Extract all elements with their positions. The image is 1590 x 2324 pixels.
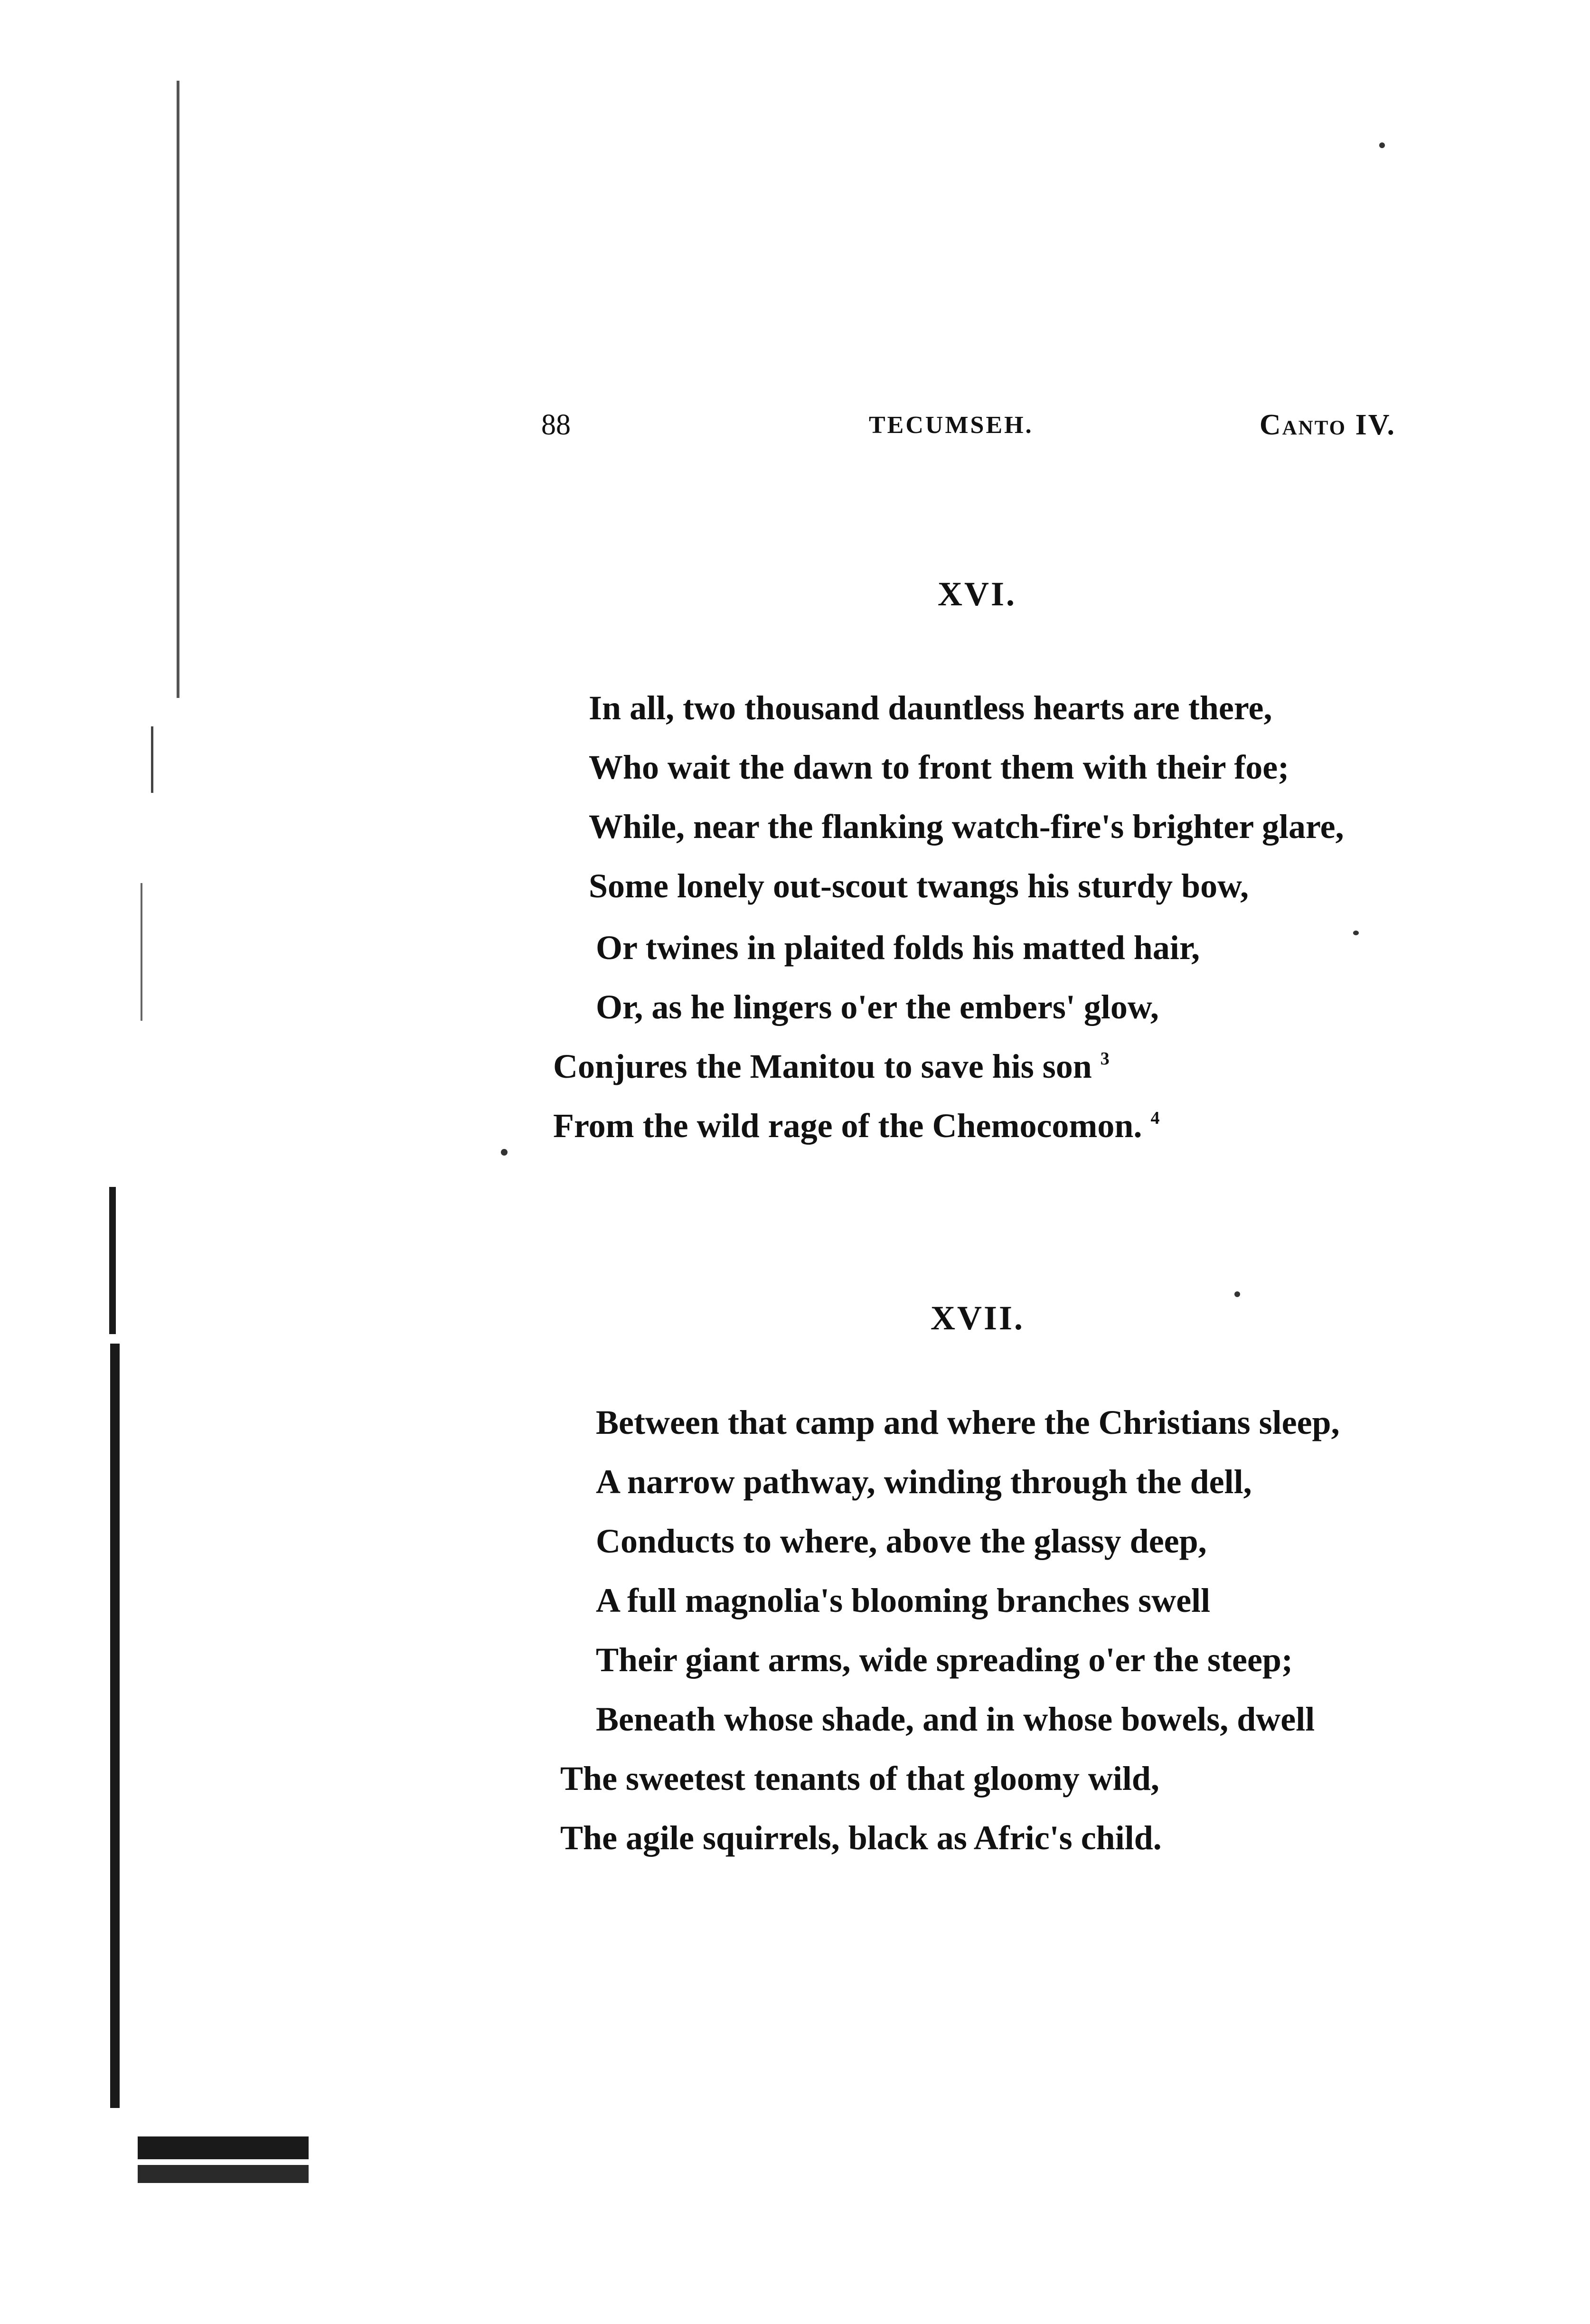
footnote-marker: 3 <box>1100 1049 1110 1069</box>
verse-line: Beneath whose shade, and in whose bowels, dwell <box>596 1700 1315 1738</box>
binding-shadow <box>109 1187 116 1334</box>
scan-speck <box>501 1149 508 1156</box>
verse-line: In all, two thousand dauntless hearts are there, <box>589 689 1272 727</box>
verse-line: A narrow pathway, winding through the dell, <box>596 1463 1252 1501</box>
binding-shadow <box>141 883 142 1021</box>
verse-line: A full magnolia's blooming branches swell <box>596 1581 1211 1619</box>
verse-line: While, near the flanking watch-fire's brighter glare, <box>589 808 1344 846</box>
binding-shadow <box>177 81 179 698</box>
running-title: TECUMSEH. <box>869 412 1034 439</box>
verse-line: Between that camp and where the Christians sleep, <box>596 1403 1340 1441</box>
footnote-marker: 4 <box>1150 1108 1160 1128</box>
canto-label: Canto IV. <box>1259 409 1396 441</box>
page-number: 88 <box>541 409 571 441</box>
verse-line: The agile squirrels, black as Afric's child. <box>560 1819 1162 1857</box>
verse-text: From the wild rage of the Chemocomon. <box>553 1107 1142 1145</box>
verse-text: Conjures the Manitou to save his son <box>553 1047 1092 1085</box>
binding-shadow <box>151 726 153 793</box>
verse-line <box>553 1106 1159 1146</box>
binding-shadow <box>138 2136 309 2159</box>
verse-line <box>553 1047 1110 1086</box>
verse-line: Their giant arms, wide spreading o'er the steep; <box>596 1641 1293 1679</box>
verse-line: Or, as he lingers o'er the embers' glow, <box>596 988 1159 1026</box>
stanza-number: XVII. <box>931 1299 1025 1337</box>
scan-speck <box>1379 142 1385 148</box>
scan-speck <box>1234 1291 1240 1297</box>
verse-line: Some lonely out-scout twangs his sturdy bow, <box>589 867 1249 905</box>
scan-speck <box>1353 931 1359 935</box>
binding-shadow <box>110 1344 120 2108</box>
binding-shadow <box>138 2165 309 2183</box>
verse-line: Conducts to where, above the glassy deep, <box>596 1522 1207 1560</box>
running-header <box>541 408 1396 451</box>
verse-line: Or twines in plaited folds his matted hair, <box>596 929 1200 967</box>
verse-line: The sweetest tenants of that gloomy wild, <box>560 1759 1159 1797</box>
verse-line: Who wait the dawn to front them with their foe; <box>589 748 1289 786</box>
stanza-number: XVI. <box>938 575 1017 613</box>
